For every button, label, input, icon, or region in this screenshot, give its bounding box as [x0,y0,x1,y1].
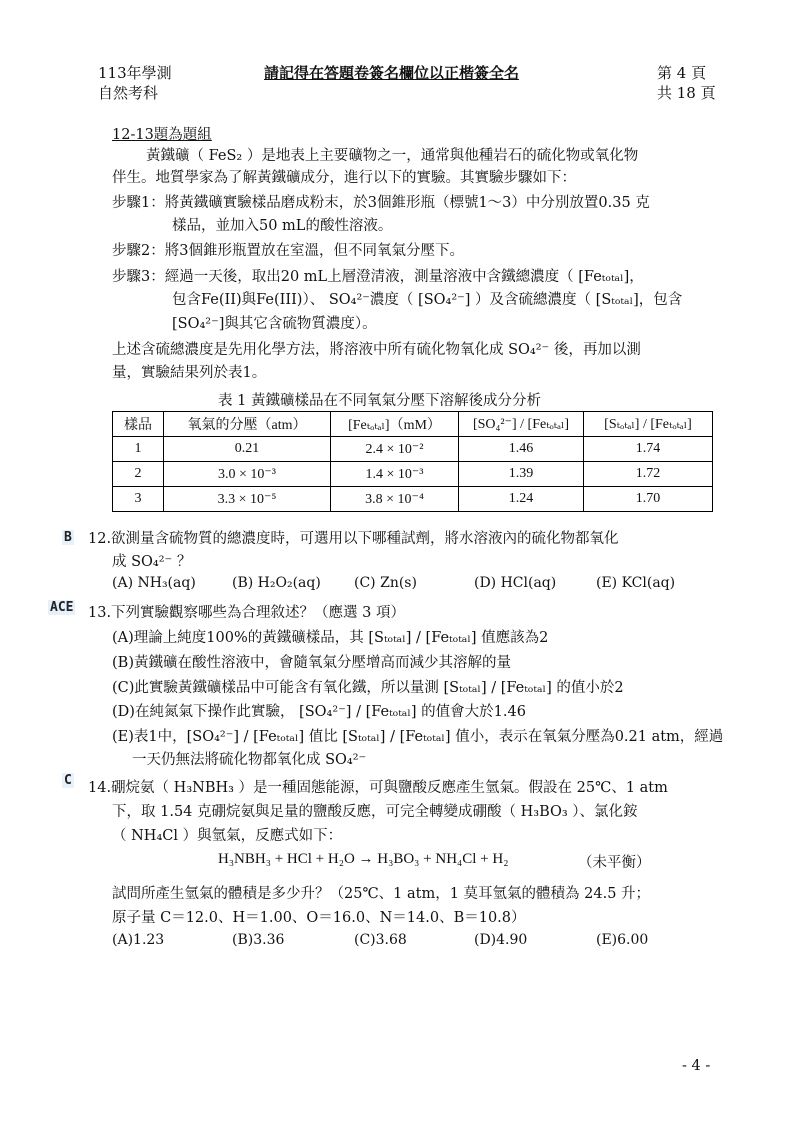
table-header: [Feₜₒₜₐₗ]（mM） [331,412,459,437]
q14-stem: （ NH₄Cl ）與氫氣，反應式如下： [112,828,343,844]
table-header: 氧氣的分壓（atm） [164,412,331,437]
table-header: 樣品 [113,412,164,437]
intro-line: 黃鐵礦（ FeS₂ ）是地表上主要礦物之一，通常與他種岩石的硫化物或氧化物 [146,148,639,164]
table-cell: 3.0 × 10⁻³ [164,462,331,487]
table-header-row [113,412,713,437]
table-row [113,437,713,462]
table-cell: 1.4 × 10⁻³ [331,462,459,487]
table-cell: 1.46 [459,437,584,462]
reaction-equation: H₃NBH₃ + HCl + H₂O → H₃BO₃ + NH₄Cl + H₂ [218,851,509,867]
table-header: [SO₄²⁻] / [Feₜₒₜₐₗ] [459,412,584,437]
intro-line: 上述含硫總濃度是先用化學方法，將溶液中所有硫化物氧化成 SO₄²⁻ 後，再加以測 [112,342,641,358]
table-cell: 1.72 [584,462,713,487]
table-cell: 1.39 [459,462,584,487]
step-2-line: 步驟2：將3個錐形瓶置放在室溫，但不同氧氣分壓下。 [112,243,464,259]
unbalanced-note: （未平衡） [578,855,651,871]
q14-option-e[interactable]: (E)6.00 [596,932,649,948]
results-table [112,411,713,512]
q14-option-a[interactable]: (A)1.23 [112,932,165,948]
q14-option-c[interactable]: (C)3.68 [354,932,407,948]
q12-option-c[interactable]: (C) Zn(s) [354,575,417,591]
table-row [113,487,713,512]
q12-option-b[interactable]: (B) H₂O₂(aq) [232,575,321,591]
q13-option-c[interactable]: (C)此實驗黃鐵礦樣品中可能含有氧化鐵，所以量測 [Sₜₒₜₐₗ] / [Feₜₒₜₐₗ] 的值小於2 [112,680,624,696]
q12-answer-mark: B [64,530,72,545]
table-header: [Sₜₒₜₐₗ] / [Feₜₒₜₐₗ] [584,412,713,437]
q13-option-d[interactable]: (D)在純氮氣下操作此實驗， [SO₄²⁻] / [Feₜₒₜₐₗ] 的值會大於1.46 [112,704,526,720]
table-cell: 3 [113,487,164,512]
q14-stem: 原子量 C＝12.0、H＝1.00、O＝16.0、N＝14.0、B＝10.8） [112,910,526,926]
table-cell: 3.3 × 10⁻⁵ [164,487,331,512]
step-1-line: 步驟1：將黃鐵礦實驗樣品磨成粉末，於3個錐形瓶（標號1～3）中分別放置0.35 克 [112,195,650,211]
page-number: - 4 - [682,1058,711,1074]
table-cell: 2 [113,462,164,487]
q13-option-e-cont: 一天仍無法將硫化物都氧化成 SO₄²⁻ [132,752,367,768]
q12-stem: 12.欲測量含硫物質的總濃度時，可選用以下哪種試劑，將水溶液內的硫化物都氧化 [88,531,619,547]
q12-option-a[interactable]: (A) NH₃(aq) [112,575,196,591]
q14-option-d[interactable]: (D)4.90 [474,932,528,948]
table-cell: 1.70 [584,487,713,512]
page-indicator: 第 4 頁 [657,64,707,82]
q13-option-b[interactable]: (B)黃鐵礦在酸性溶液中，會隨氧氣分壓增高而減少其溶解的量 [112,655,511,671]
table-cell: 0.21 [164,437,331,462]
group-title: 12-13題為題組 [112,127,212,143]
q14-answer-mark: C [64,773,72,788]
q13-answer-mark: ACE [50,600,74,615]
intro-line: 量，實驗結果列於表1。 [112,365,267,381]
table-row [113,462,713,487]
table-cell: 3.8 × 10⁻⁴ [331,487,459,512]
q13-stem: 13.下列實驗觀察哪些為合理敘述？（應選 3 項） [88,605,406,621]
q13-option-e[interactable]: (E)表1中，[SO₄²⁻] / [Feₜₒₜₐₗ] 值比 [Sₜₒₜₐₗ] / [Feₜₒₜₐₗ] 值小，表示在氧氣分壓為0.21 atm，經過 [112,729,724,745]
q12-option-e[interactable]: (E) KCl(aq) [596,575,676,591]
q14-stem: 下，取 1.54 克硼烷氨與足量的鹽酸反應，可完全轉變成硼酸（ H₃BO₃ ）、氯化銨 [112,804,638,820]
intro-line: 伴生。地質學家為了解黃鐵礦成分，進行以下的實驗。其實驗步驟如下： [112,170,576,186]
step-1-line: 樣品，並加入50 mL的酸性溶液。 [172,218,393,234]
step-3-line: [SO₄²⁻]與其它含硫物質濃度）。 [172,316,377,332]
step-3-line: 步驟3：經過一天後，取出20 mL上層澄清液，測量溶液中含鐵總濃度（ [Feₜₒₜₐₗ]， [112,269,644,285]
q12-stem: 成 SO₄²⁻ ？ [112,554,192,570]
q14-stem: 14.硼烷氨（ H₃NBH₃ ）是一種固態能源，可與鹽酸反應產生氫氣。假設在 25℃、1 atm [88,780,668,796]
q14-option-b[interactable]: (B)3.36 [232,932,285,948]
table-caption: 表 1 黃鐵礦樣品在不同氧氣分壓下溶解後成分分析 [218,393,541,409]
q13-option-a[interactable]: (A)理論上純度100%的黃鐵礦樣品，其 [Sₜₒₜₐₗ] / [Feₜₒₜₐₗ] 值應該為2 [112,630,549,646]
q12-option-d[interactable]: (D) HCl(aq) [474,575,557,591]
step-3-line: 包含Fe(II)與Fe(III)）、 SO₄²⁻濃度（ [SO₄²⁻] ）及含硫總濃度（ [Sₜₒₜₐₗ]，包含 [172,292,683,308]
q14-stem: 試問所產生氫氣的體積是多少升？（25℃、1 atm，1 莫耳氫氣的體積為 24.5 升； [112,886,651,902]
exam-label: 113年學測 [98,64,172,82]
table-cell: 2.4 × 10⁻² [331,437,459,462]
table-cell: 1.74 [584,437,713,462]
subject-label: 自然考科 [98,84,159,102]
total-pages: 共 18 頁 [657,84,716,102]
table-cell: 1.24 [459,487,584,512]
table-cell: 1 [113,437,164,462]
signature-notice: 請記得在答題卷簽名欄位以正楷簽全名 [264,64,520,82]
